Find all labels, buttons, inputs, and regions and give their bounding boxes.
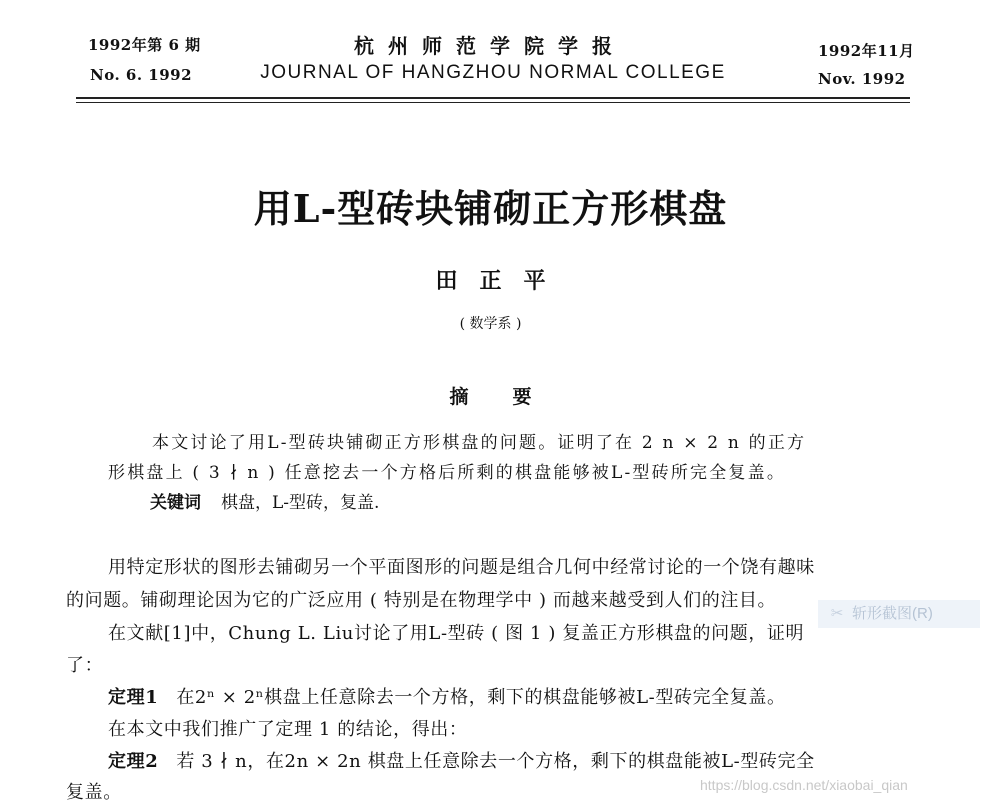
body-line-3: 在文献[1]中，Chung L. Liu讨论了用L-型砖 ( 图 1 ) 复盖正方形棋盘的问题，证明: [108, 623, 805, 644]
author-name: 田正平: [435, 268, 568, 294]
abstract-heading: 摘要: [449, 386, 576, 408]
theorem-2: [108, 747, 815, 773]
scissors-icon: ✂: [830, 605, 844, 622]
journal-name-cn: 杭州师范学院学报: [354, 34, 626, 58]
theorem-2-label: 定理2: [108, 751, 159, 772]
screenshot-watermark-badge: [818, 600, 980, 628]
theorem-1-text: 在2ⁿ × 2ⁿ棋盘上任意除去一个方格，剩下的棋盘能够被L-型砖完全复盖。: [176, 687, 786, 708]
keywords: [150, 488, 379, 513]
theorem-2-continuation: 复盖。: [66, 782, 122, 803]
body-line-4: 了：: [66, 655, 104, 676]
body-line-1: 用特定形状的图形去铺砌另一个平面图形的问题是组合几何中经常讨论的一个饶有趣味: [108, 557, 815, 578]
date-en: Nov. 1992: [818, 70, 906, 88]
keywords-label: 关键词: [150, 493, 201, 513]
abstract-line-2: 形棋盘上 ( 3 ∤ n ) 任意挖去一个方格后所剩的棋盘能够被L-型砖所完全复盖。: [108, 463, 787, 483]
keywords-text: 棋盘，L-型砖，复盖.: [221, 493, 380, 513]
issue-cn: 1992年第 6 期: [88, 36, 201, 54]
watermark-url: https://blog.csdn.net/xiaobai_qian: [700, 777, 908, 793]
header-rule-top: [76, 97, 910, 99]
watermark-badge-text: 斩形截图(R): [852, 605, 933, 622]
issue-number: No. 6. 1992: [90, 66, 193, 84]
paper-title: 用L-型砖块铺砌正方形棋盘: [253, 186, 728, 231]
generalize-line: 在本文中我们推广了定理 1 的结论，得出：: [108, 719, 468, 740]
theorem-2-text: 若 3 ∤ n，在2n × 2n 棋盘上任意除去一个方格，剩下的棋盘能被L-型砖完全: [176, 751, 815, 772]
header-rule-bottom: [76, 102, 910, 103]
date-cn: 1992年11月: [818, 42, 915, 60]
theorem-1: [108, 683, 786, 709]
abstract-line-1: 本文讨论了用L-型砖块铺砌正方形棋盘的问题。证明了在 2 n × 2 n 的正方: [152, 433, 807, 453]
theorem-1-label: 定理1: [108, 687, 159, 708]
author-department: ( 数学系 ): [459, 316, 522, 332]
body-line-2: 的问题。铺砌理论因为它的广泛应用 ( 特别是在物理学中 ) 而越来越受到人们的注目。: [66, 590, 777, 611]
journal-name-en: JOURNAL OF HANGZHOU NORMAL COLLEGE: [260, 62, 726, 83]
